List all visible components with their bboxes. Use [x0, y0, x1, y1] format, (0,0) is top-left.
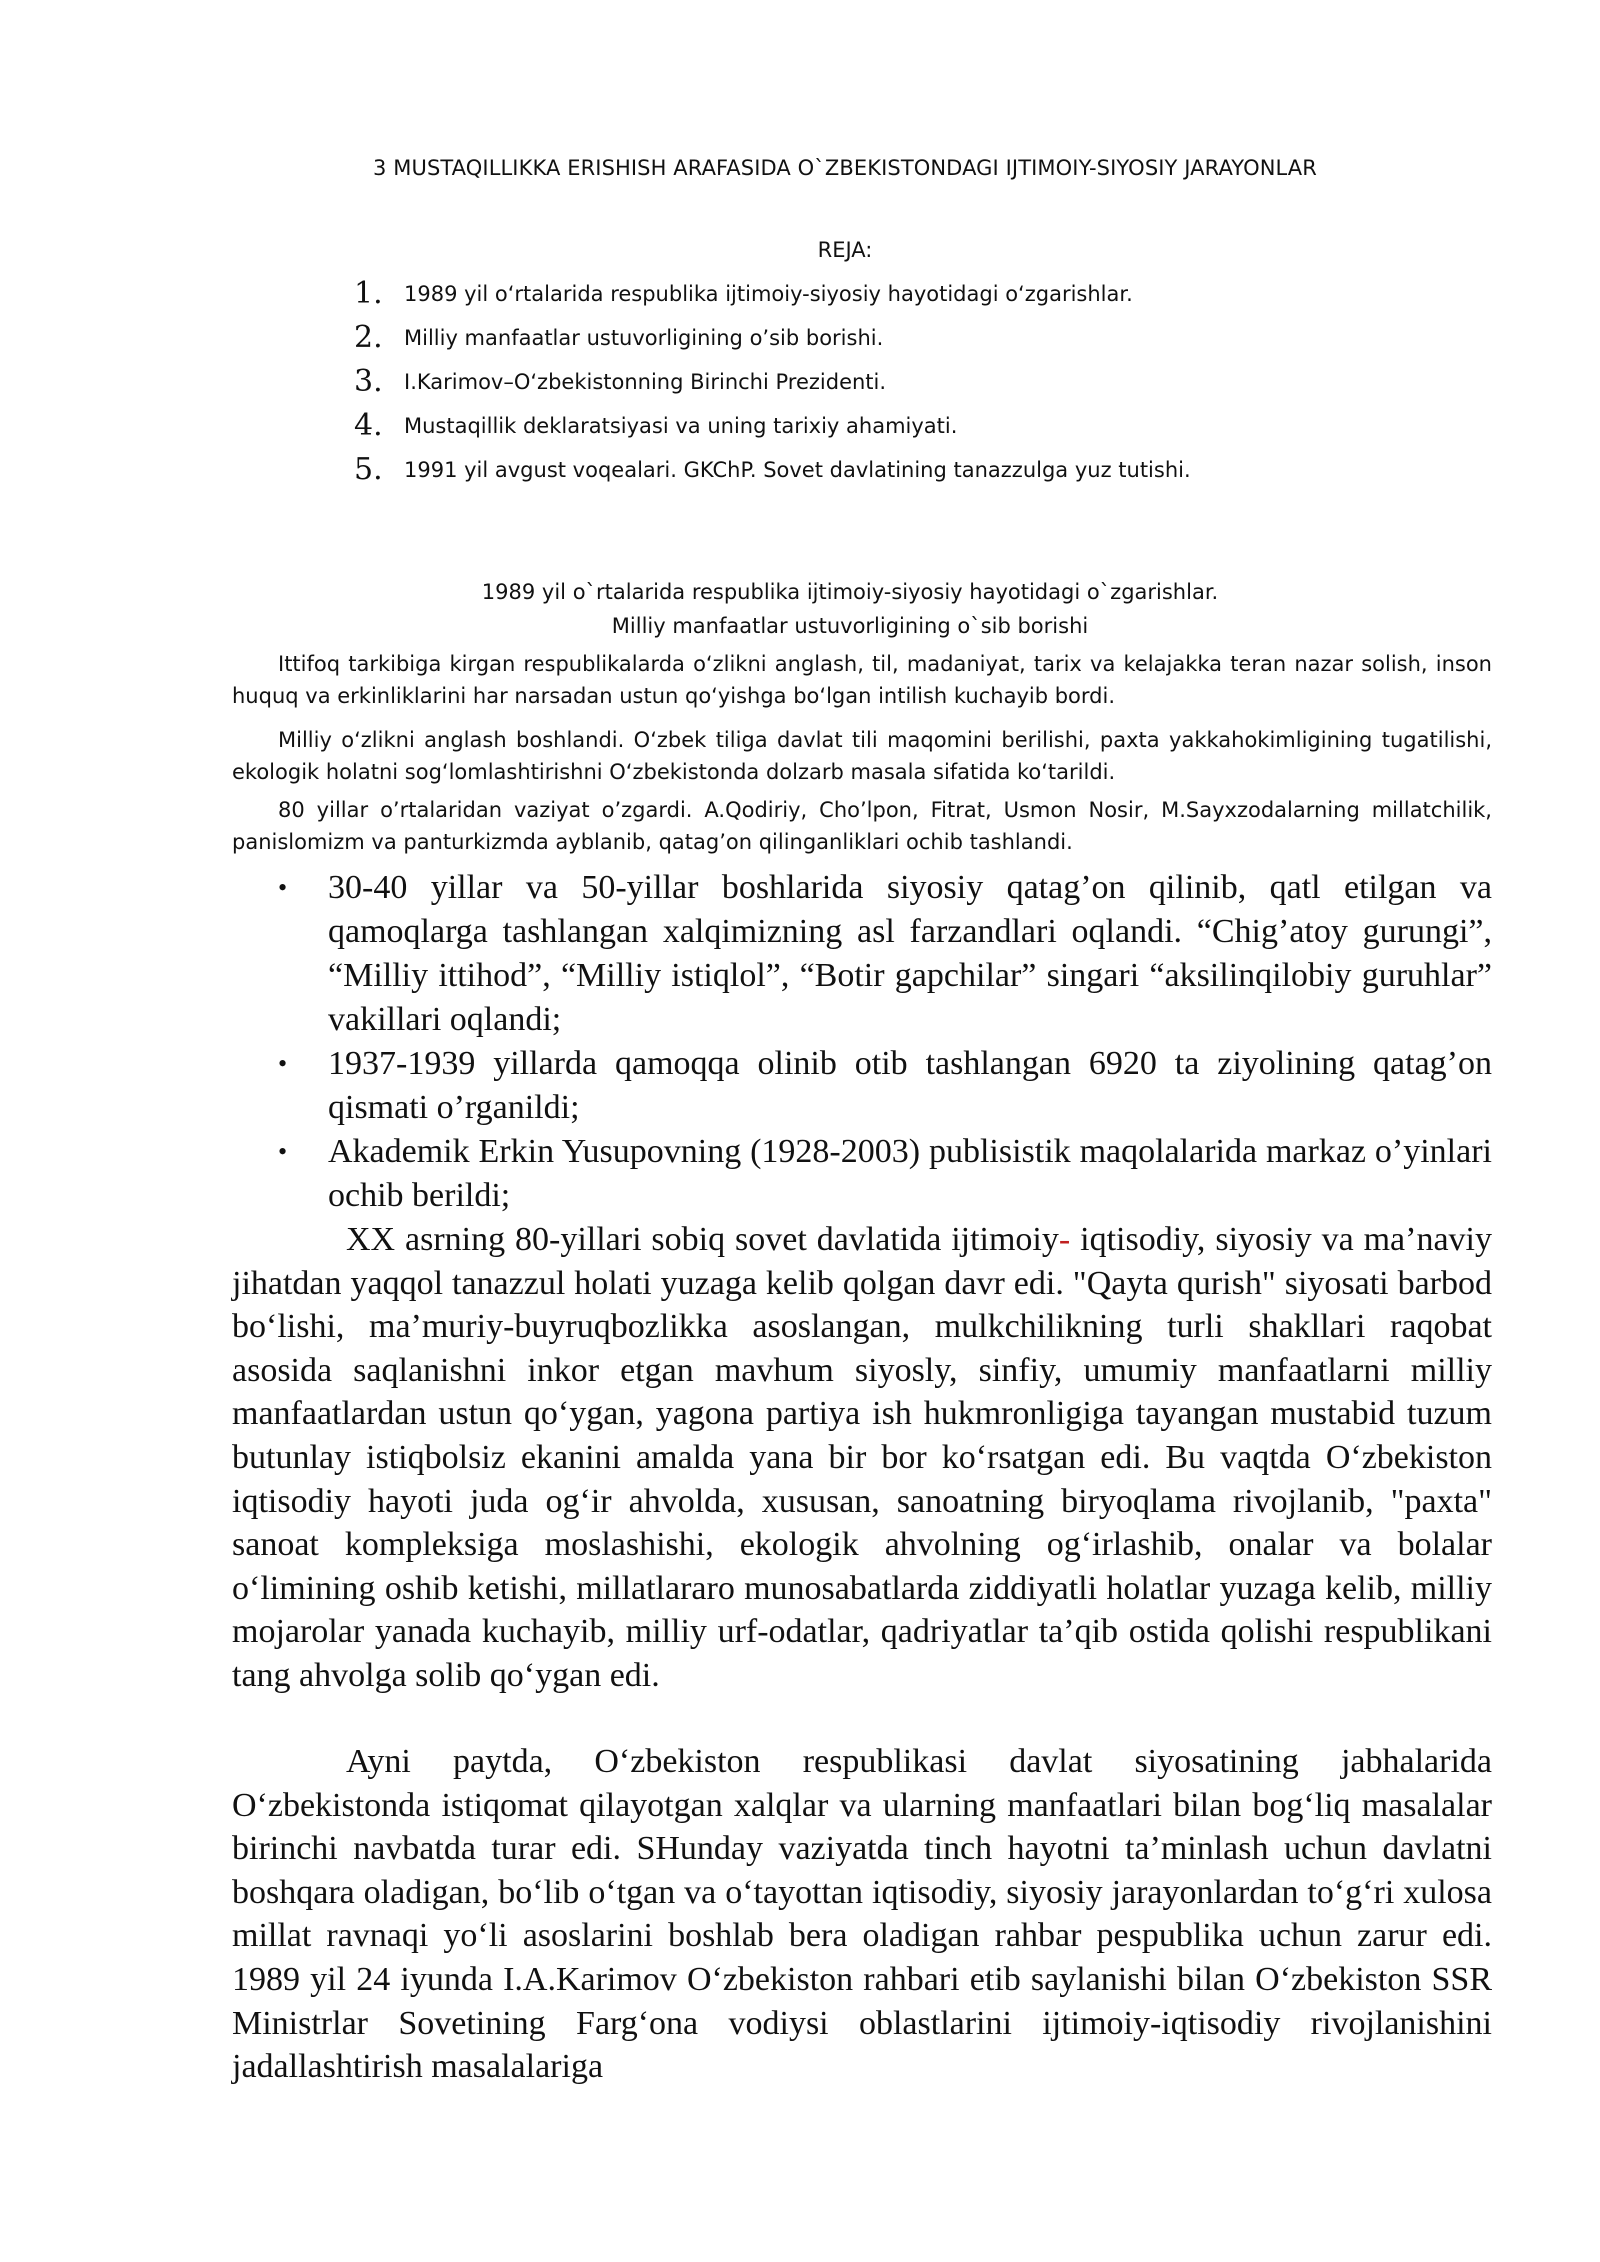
plan-item-number: 1. [354, 276, 383, 311]
bullet-icon: • [278, 1049, 288, 1078]
intro-paragraph: 80 yillar o’rtalaridan vaziyat o’zgardi. A.Qodiriy, Cho’lpon, Fitrat, Usmon Nosir, M.Sayxzodalarning millatchilik, panislomizm va panturkizmda ayblanib, qatag’on qilinganliklari ochib tashlandi. [232, 798, 1492, 854]
body-paragraph [232, 1218, 1492, 1698]
plan-item-text: I.Karimov–O‘zbekistonning Birinchi Prezidenti. [404, 370, 887, 394]
bullet-icon: • [278, 1137, 288, 1166]
plan-item [354, 404, 1454, 448]
bullet-text: Akademik Erkin Yusupovning (1928-2003) publisistik maqolalarida markaz o’yinlari ochib berildi; [328, 1133, 1492, 1214]
plan-item [354, 360, 1454, 404]
plan-item [354, 316, 1454, 360]
plan-item-number: 2. [354, 320, 383, 355]
plan-item-text: 1989 yil o‘rtalarida respublika ijtimoiy-siyosiy hayotidagi o‘zgarishlar. [404, 282, 1133, 306]
section-subheading: Milliy manfaatlar ustuvorligining o`sib borishi [611, 614, 1089, 638]
plan-item-number: 5. [354, 452, 383, 487]
highlighted-dash: - [1058, 1221, 1071, 1258]
intro-paragraph: Milliy o‘zlikni anglash boshlandi. O‘zbek tiliga davlat tili maqomini berilishi, paxta yakkahokimligining tugatilishi, ekologik holatni sog‘lomlashtirishni O‘zbekistonda dolzarb masala sifatida ko‘tarildi. [232, 728, 1492, 784]
plan-label: REJA: [817, 238, 873, 262]
bullet-icon: • [278, 873, 288, 902]
plan-item [354, 448, 1454, 492]
plan-list [354, 272, 1454, 492]
document-title: 3 MUSTAQILLIKKA ERISHISH ARAFASIDA O`ZBEKISTONDAGI IJTIMOIY-SIYOSIY JARAYONLAR [373, 156, 1317, 180]
body-text: iqtisodiy, siyosiy va ma’naviy jihatdan yaqqol tanazzul holati yuzaga kelib qolgan davr edi. "Qayta qurish" siyosati barbod bo‘lishi, ma’muriy-buyruqbozlikka asoslangan, mulkchilikning turli shakllari raqobat asosida saqlanishni inkor etgan mavhum siyosly, sinfiy, umumiy manfaatlarni milliy manfaatlardan ustun qo‘ygan, yagona partiya ish hukmronligiga tayangan mustabid tuzum butunlay istiqbolsiz ekanini amalda yana bir bor ko‘rsatgan edi. Bu vaqtda O‘zbekiston iqtisodiy hayoti juda og‘ir ahvolda, xususan, sanoatning biryoqlama rivojlanib, "paxta" sanoat kompleksiga moslashishi, ekologik ahvolning og‘irlashib, onalar va bolalar o‘limining oshib ketishi, millatlararo munosabatlarda ziddiyatli holatlar yuzaga kelib, milliy mojarolar yanada kuchayib, milliy urf-odatlar, qadriyatlar ta’qib ostida qolishi respublikani tang ahvolga solib qo‘ygan edi. [232, 1221, 1492, 1694]
plan-item-text: Milliy manfaatlar ustuvorligining o’sib borishi. [404, 326, 884, 350]
bullet-item [232, 866, 1492, 1042]
intro-paragraph: Ittifoq tarkibiga kirgan respublikalarda o‘zlikni anglash, til, madaniyat, tarix va kelajakka teran nazar solish, inson huquq va erkinliklarini har narsadan ustun qo‘yishga bo‘lgan intilish kuchayib bordi. [232, 652, 1492, 708]
body-paragraph: Ayni paytda, O‘zbekiston respublikasi davlat siyosatining jabhalarida O‘zbekistonda istiqomat qilayotgan xalqlar va ularning manfaatlari bilan bog‘liq masalalar birinchi navbatda turar edi. SHunday vaziyatda tinch hayotni ta’minlash uchun davlatni boshqara oladigan, bo‘lib o‘tgan va o‘tayottan iqtisodiy, siyosiy jarayonlardan to‘g‘ri xulosa millat ravnaqi yo‘li asoslarini boshlab bera oladigan rahbar pespublika uchun zarur edi. 1989 yil 24 iyunda I.A.Karimov O‘zbekiston rahbari etib saylanishi bilan O‘zbekiston SSR Ministrlar Sovetining Farg‘ona vodiysi oblastlarini ijtimoiy-iqtisodiy rivojlanishini jadallashtirish masalalariga [232, 1743, 1492, 2086]
plan-item-text: 1991 yil avgust voqealari. GKChP. Sovet davlatining tanazzulga yuz tutishi. [404, 458, 1191, 482]
section-heading: 1989 yil o`rtalarida respublika ijtimoiy-siyosiy hayotidagi o`zgarishlar. [481, 580, 1219, 604]
bullet-list [232, 866, 1492, 1218]
bullet-item [232, 1042, 1492, 1130]
body-text: XX asrning 80-yillari sobiq sovet davlatida ijtimoiy [346, 1221, 1059, 1258]
bullet-text: 1937-1939 yillarda qamoqqa olinib otib tashlangan 6920 ta ziyolining qatag’on qismati o’rganildi; [328, 1045, 1492, 1126]
bullet-item [232, 1130, 1492, 1218]
bullet-text: 30-40 yillar va 50-yillar boshlarida siyosiy qatag’on qilinib, qatl etilgan va qamoqlarga tashlangan xalqimizning asl farzandlari oqlandi. “Chig’atoy gurungi”, “Milliy ittihod”, “Milliy istiqlol”, “Botir gapchilar” singari “aksilinqilobiy guruhlar” vakillari oqlandi; [328, 869, 1492, 1038]
plan-item-text: Mustaqillik deklaratsiyasi va uning tarixiy ahamiyati. [404, 414, 958, 438]
plan-item-number: 4. [354, 408, 383, 443]
plan-item-number: 3. [354, 364, 383, 399]
plan-item [354, 272, 1454, 316]
